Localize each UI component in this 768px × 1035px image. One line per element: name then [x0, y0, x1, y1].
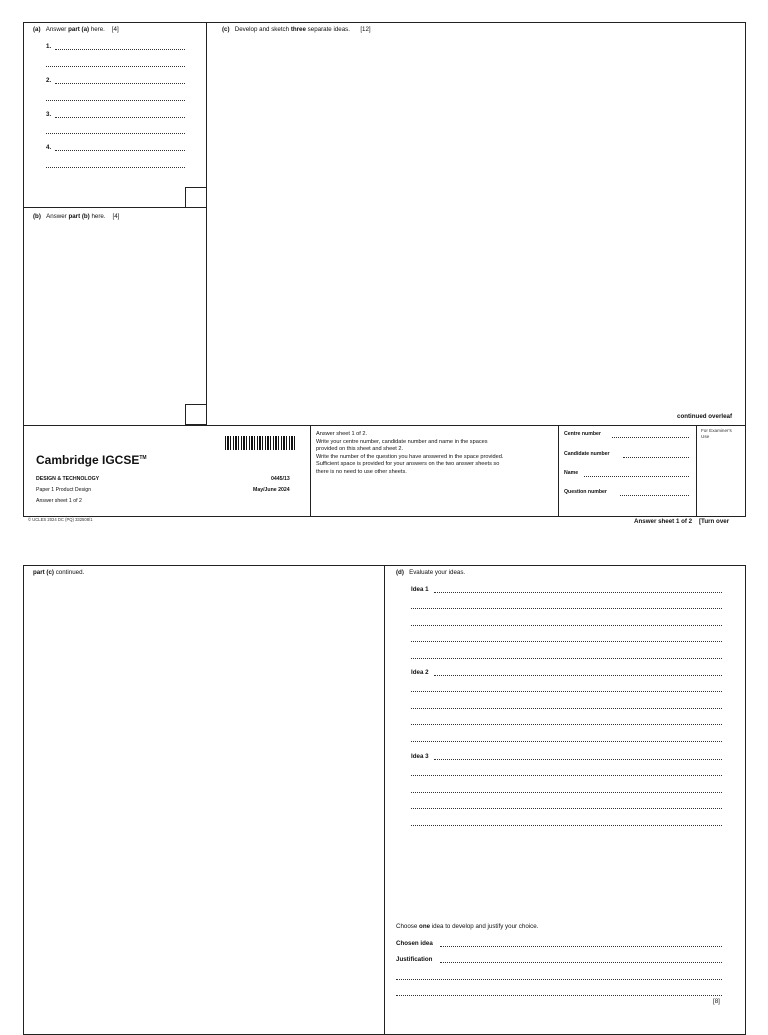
part-a-heading: (a) Answer part (a) here. [4] [33, 26, 119, 33]
part-b-mark-box[interactable] [185, 404, 207, 425]
answer-line[interactable] [411, 775, 722, 776]
choose-idea-instruction: Choose one idea to develop and justify your choice. [396, 923, 539, 930]
subject-title: DESIGN & TECHNOLOGY [36, 476, 100, 482]
candidate-number-field[interactable] [623, 457, 689, 458]
name-field[interactable] [584, 476, 689, 477]
answer-line[interactable] [411, 792, 722, 793]
question-number-label: Question number [564, 489, 607, 495]
centre-number-label: Centre number [564, 431, 601, 437]
answer-line[interactable] [411, 724, 722, 725]
paper-code: 0445/13 [271, 476, 290, 482]
part-a-item-2: 2. [46, 77, 52, 84]
continued-overleaf: continued overleaf [677, 413, 733, 420]
brand-logo: Cambridge IGCSE™ [36, 453, 147, 467]
sheet-number: Answer sheet 1 of 2 [36, 498, 82, 504]
justification-label: Justification [396, 956, 433, 963]
name-label: Name [564, 470, 579, 476]
paper-name: Paper 1 Product Design [36, 487, 92, 493]
answer-line[interactable] [46, 66, 185, 67]
part-d-marks: [8] [713, 998, 720, 1005]
barcode [225, 436, 297, 450]
copyright: © UCLES 2024 DC (PQ) 332508/1 [28, 517, 93, 522]
answer-line[interactable] [55, 49, 185, 50]
column-divider [206, 22, 207, 426]
answer-line[interactable] [396, 979, 722, 980]
answer-line[interactable] [434, 675, 722, 676]
answer-line[interactable] [55, 83, 185, 84]
turn-over: Answer sheet 1 of 2 [Turn over [634, 518, 730, 525]
footer-col-divider [310, 425, 311, 517]
answer-line[interactable] [411, 708, 722, 709]
idea-1-label: Idea 1 [411, 586, 429, 593]
answer-line[interactable] [396, 995, 722, 996]
sheet2-column-divider [384, 565, 385, 1035]
exam-session: May/June 2024 [253, 487, 290, 493]
footer-col-divider [558, 425, 559, 517]
idea-2-label: Idea 2 [411, 669, 429, 676]
part-d-heading: (d) Evaluate your ideas. [396, 569, 466, 576]
answer-line[interactable] [411, 825, 722, 826]
answer-line[interactable] [46, 100, 185, 101]
answer-line[interactable] [55, 117, 185, 118]
footer-col-divider [696, 425, 697, 517]
answer-line[interactable] [411, 608, 722, 609]
part-b-heading: (b) Answer part (b) here. [4] [33, 213, 120, 220]
answer-line[interactable] [411, 808, 722, 809]
part-a-item-1: 1. [46, 43, 52, 50]
part-c-continued-heading: part (c) continued. [33, 569, 85, 576]
chosen-idea-label: Chosen idea [396, 940, 433, 947]
centre-number-field[interactable] [612, 437, 689, 438]
answer-line[interactable] [434, 759, 722, 760]
answer-line[interactable] [46, 167, 185, 168]
answer-line[interactable] [434, 592, 722, 593]
part-a-b-divider [23, 207, 207, 208]
part-a-mark-box[interactable] [185, 187, 207, 208]
candidate-number-label: Candidate number [564, 451, 610, 457]
answer-line[interactable] [411, 625, 722, 626]
idea-3-label: Idea 3 [411, 753, 429, 760]
chosen-idea-line[interactable] [440, 946, 722, 947]
footer-divider [23, 425, 746, 426]
question-number-field[interactable] [620, 495, 689, 496]
answer-line[interactable] [411, 658, 722, 659]
instructions: Answer sheet 1 of 2. Write your centre number, candidate number and name in the spaces provided on this sheet and sheet 2. Write the number of the question you have answered in the space provided. Sufficient space is provided for your answers on the two answer sheets so there is no need to use other sheets. [316, 431, 504, 475]
answer-line[interactable] [411, 641, 722, 642]
answer-line[interactable] [411, 741, 722, 742]
part-a-item-3: 3. [46, 111, 52, 118]
part-c-heading: (c) Develop and sketch three separate ideas. [12] [222, 26, 371, 33]
answer-line[interactable] [440, 962, 722, 963]
answer-line[interactable] [55, 150, 185, 151]
part-a-item-4: 4. [46, 144, 52, 151]
answer-line[interactable] [411, 691, 722, 692]
answer-line[interactable] [46, 133, 185, 134]
examiner-use-label: For Examiner's Use [701, 428, 732, 439]
